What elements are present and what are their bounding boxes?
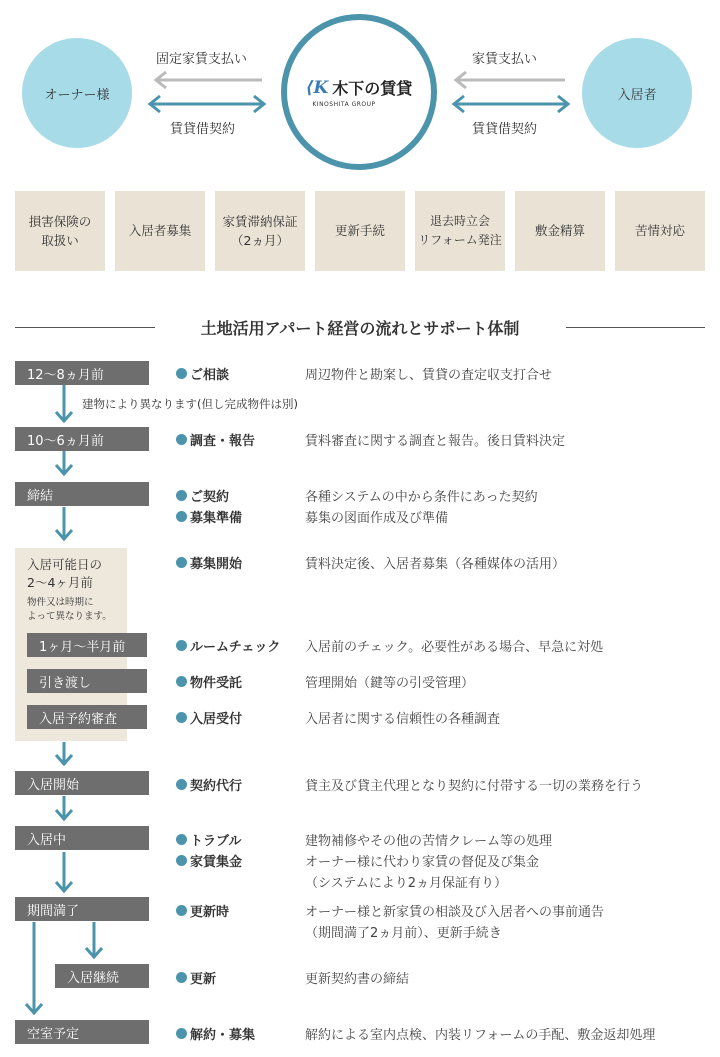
move-in-line1: 入居可能日の [27, 557, 103, 572]
move-in-note-line2: よって異なります。 [27, 610, 112, 622]
bullet-dot-icon [176, 855, 187, 866]
service-box: 退去時立会 リフォーム発注 [415, 191, 505, 271]
service-box: 損害保険の 取扱い [15, 191, 105, 271]
left-top-label: 固定家賃支払い [156, 52, 248, 67]
flow-description: 各種システムの中から条件にあった契約 [305, 490, 538, 505]
flow-item [176, 968, 216, 987]
bullet-dot-icon [176, 779, 187, 790]
flow-item-label: 入居受付 [190, 712, 243, 727]
flow-item [176, 636, 280, 655]
flow-description: （期間満了2ヵ月前）、更新手続き [305, 926, 502, 941]
period-label: 引き渡し [27, 669, 147, 693]
flow-description: オーナー様に代わり家賃の督促及び集金 [305, 855, 540, 870]
flow-description: 周辺物件と勘案し、賃貸の査定収支打合せ [305, 368, 553, 383]
bullet-dot-icon [176, 972, 187, 983]
flow-item-label: 契約代行 [190, 779, 243, 794]
flow-description: オーナー様と新家賃の相談及び入居者への事前通告 [305, 905, 605, 920]
flow-item-label: 更新時 [190, 905, 230, 920]
flow-item-label: ご契約 [190, 490, 230, 505]
period-label: 12〜8ヵ月前 [15, 361, 149, 385]
bullet-dot-icon [176, 490, 187, 501]
flow-item-label: 募集開始 [190, 557, 243, 572]
flow-item [176, 851, 242, 870]
bullet-dot-icon [176, 905, 187, 916]
left-bottom-label: 賃貸借契約 [170, 122, 236, 137]
service-box: 更新手続 [315, 191, 405, 271]
bullet-dot-icon [176, 557, 187, 568]
move-in-note [27, 596, 112, 624]
flow-item [176, 486, 229, 505]
section-title: 土地活用アパート経営の流れとサポート体制 [200, 319, 520, 338]
period-label: 入居予約審査 [27, 705, 147, 729]
service-box: 苦情対応 [615, 191, 705, 271]
bullet-dot-icon [176, 434, 187, 445]
period-label: 入居中 [15, 826, 149, 850]
owner-label: オーナー様 [44, 87, 110, 103]
flow-item [176, 507, 242, 526]
bullet-dot-icon [176, 1028, 187, 1039]
flow-item [176, 672, 242, 691]
move-in-note-line1: 物件又は時期に [27, 597, 94, 608]
flow-item [176, 775, 242, 794]
flow-item [176, 430, 255, 449]
company-name: 木下の賃貸 [332, 79, 413, 98]
flow-item [176, 364, 229, 383]
flow-item [176, 1024, 255, 1043]
flow-description: 建物補修やその他の苦情クレーム等の処理 [305, 834, 553, 849]
flow-item-label: 家賃集金 [190, 855, 243, 870]
flow-item [176, 901, 229, 920]
period-label: 1ヶ月〜半月前 [27, 633, 147, 657]
flow-item [176, 553, 242, 572]
bullet-dot-icon [176, 834, 187, 845]
bullet-dot-icon [176, 368, 187, 379]
bullet-dot-icon [176, 511, 187, 522]
flow-description: 更新契約書の締結 [305, 972, 410, 987]
flow-item-label: ルームチェック [190, 640, 281, 655]
flow-item-label: 調査・報告 [190, 434, 256, 449]
flow-description: 賃料決定後、入居者募集（各種媒体の活用） [305, 557, 566, 572]
flow-description: 貸主及び貸主代理となり契約に付帯する一切の業務を行う [305, 779, 644, 794]
flow-item-label: ご相談 [190, 368, 230, 383]
period-label: 入居開始 [15, 771, 149, 795]
flow-description: 募集の図面作成及び準備 [305, 511, 449, 526]
flow-item [176, 708, 242, 727]
right-bottom-label: 賃貸借契約 [472, 122, 538, 137]
kinoshita-mark-icon: ⟨K [305, 77, 329, 98]
period-label: 締結 [15, 482, 149, 506]
flow-item-label: トラブル [190, 834, 242, 849]
period-label: 入居継続 [55, 964, 149, 988]
bullet-dot-icon [176, 712, 187, 723]
move-in-timing [27, 556, 102, 592]
service-box: 家賃滞納保証 （2ヵ月） [215, 191, 305, 271]
bullet-dot-icon [176, 676, 187, 687]
flow-item-label: 募集準備 [190, 511, 243, 526]
flow-item-label: 解約・募集 [190, 1028, 256, 1043]
right-top-label: 家賃支払い [472, 52, 538, 67]
service-box: 入居者募集 [115, 191, 205, 271]
period-label: 10〜6ヵ月前 [15, 427, 149, 451]
company-sub: KINOSHITA GROUP [312, 101, 376, 108]
tenant-label: 入居者 [617, 87, 657, 103]
service-box: 敷金精算 [515, 191, 605, 271]
flow-item-label: 物件受託 [190, 676, 243, 691]
flow-description: 賃料審査に関する調査と報告。後日賃料決定 [305, 434, 566, 449]
period-label: 期間満了 [15, 897, 149, 921]
flow-description: 入居前のチェック。必要性がある場合、早急に対処 [305, 640, 604, 655]
flow-description: （システムにより2ヵ月保証有り） [305, 876, 507, 891]
construction-note: 建物により異なります(但し完成物件は別) [82, 397, 298, 411]
flow-description: 解約による室内点検、内装リフォームの手配、敷金返却処理 [305, 1028, 656, 1043]
flow-description: 入居者に関する信頼性の各種調査 [305, 712, 501, 727]
bullet-dot-icon [176, 640, 187, 651]
flow-item-label: 更新 [190, 972, 217, 987]
flow-item [176, 830, 241, 849]
period-label: 空室予定 [15, 1020, 149, 1044]
move-in-line2: 2〜4ヶ月前 [27, 575, 93, 591]
flow-description: 管理開始（鍵等の引受管理） [305, 676, 475, 691]
